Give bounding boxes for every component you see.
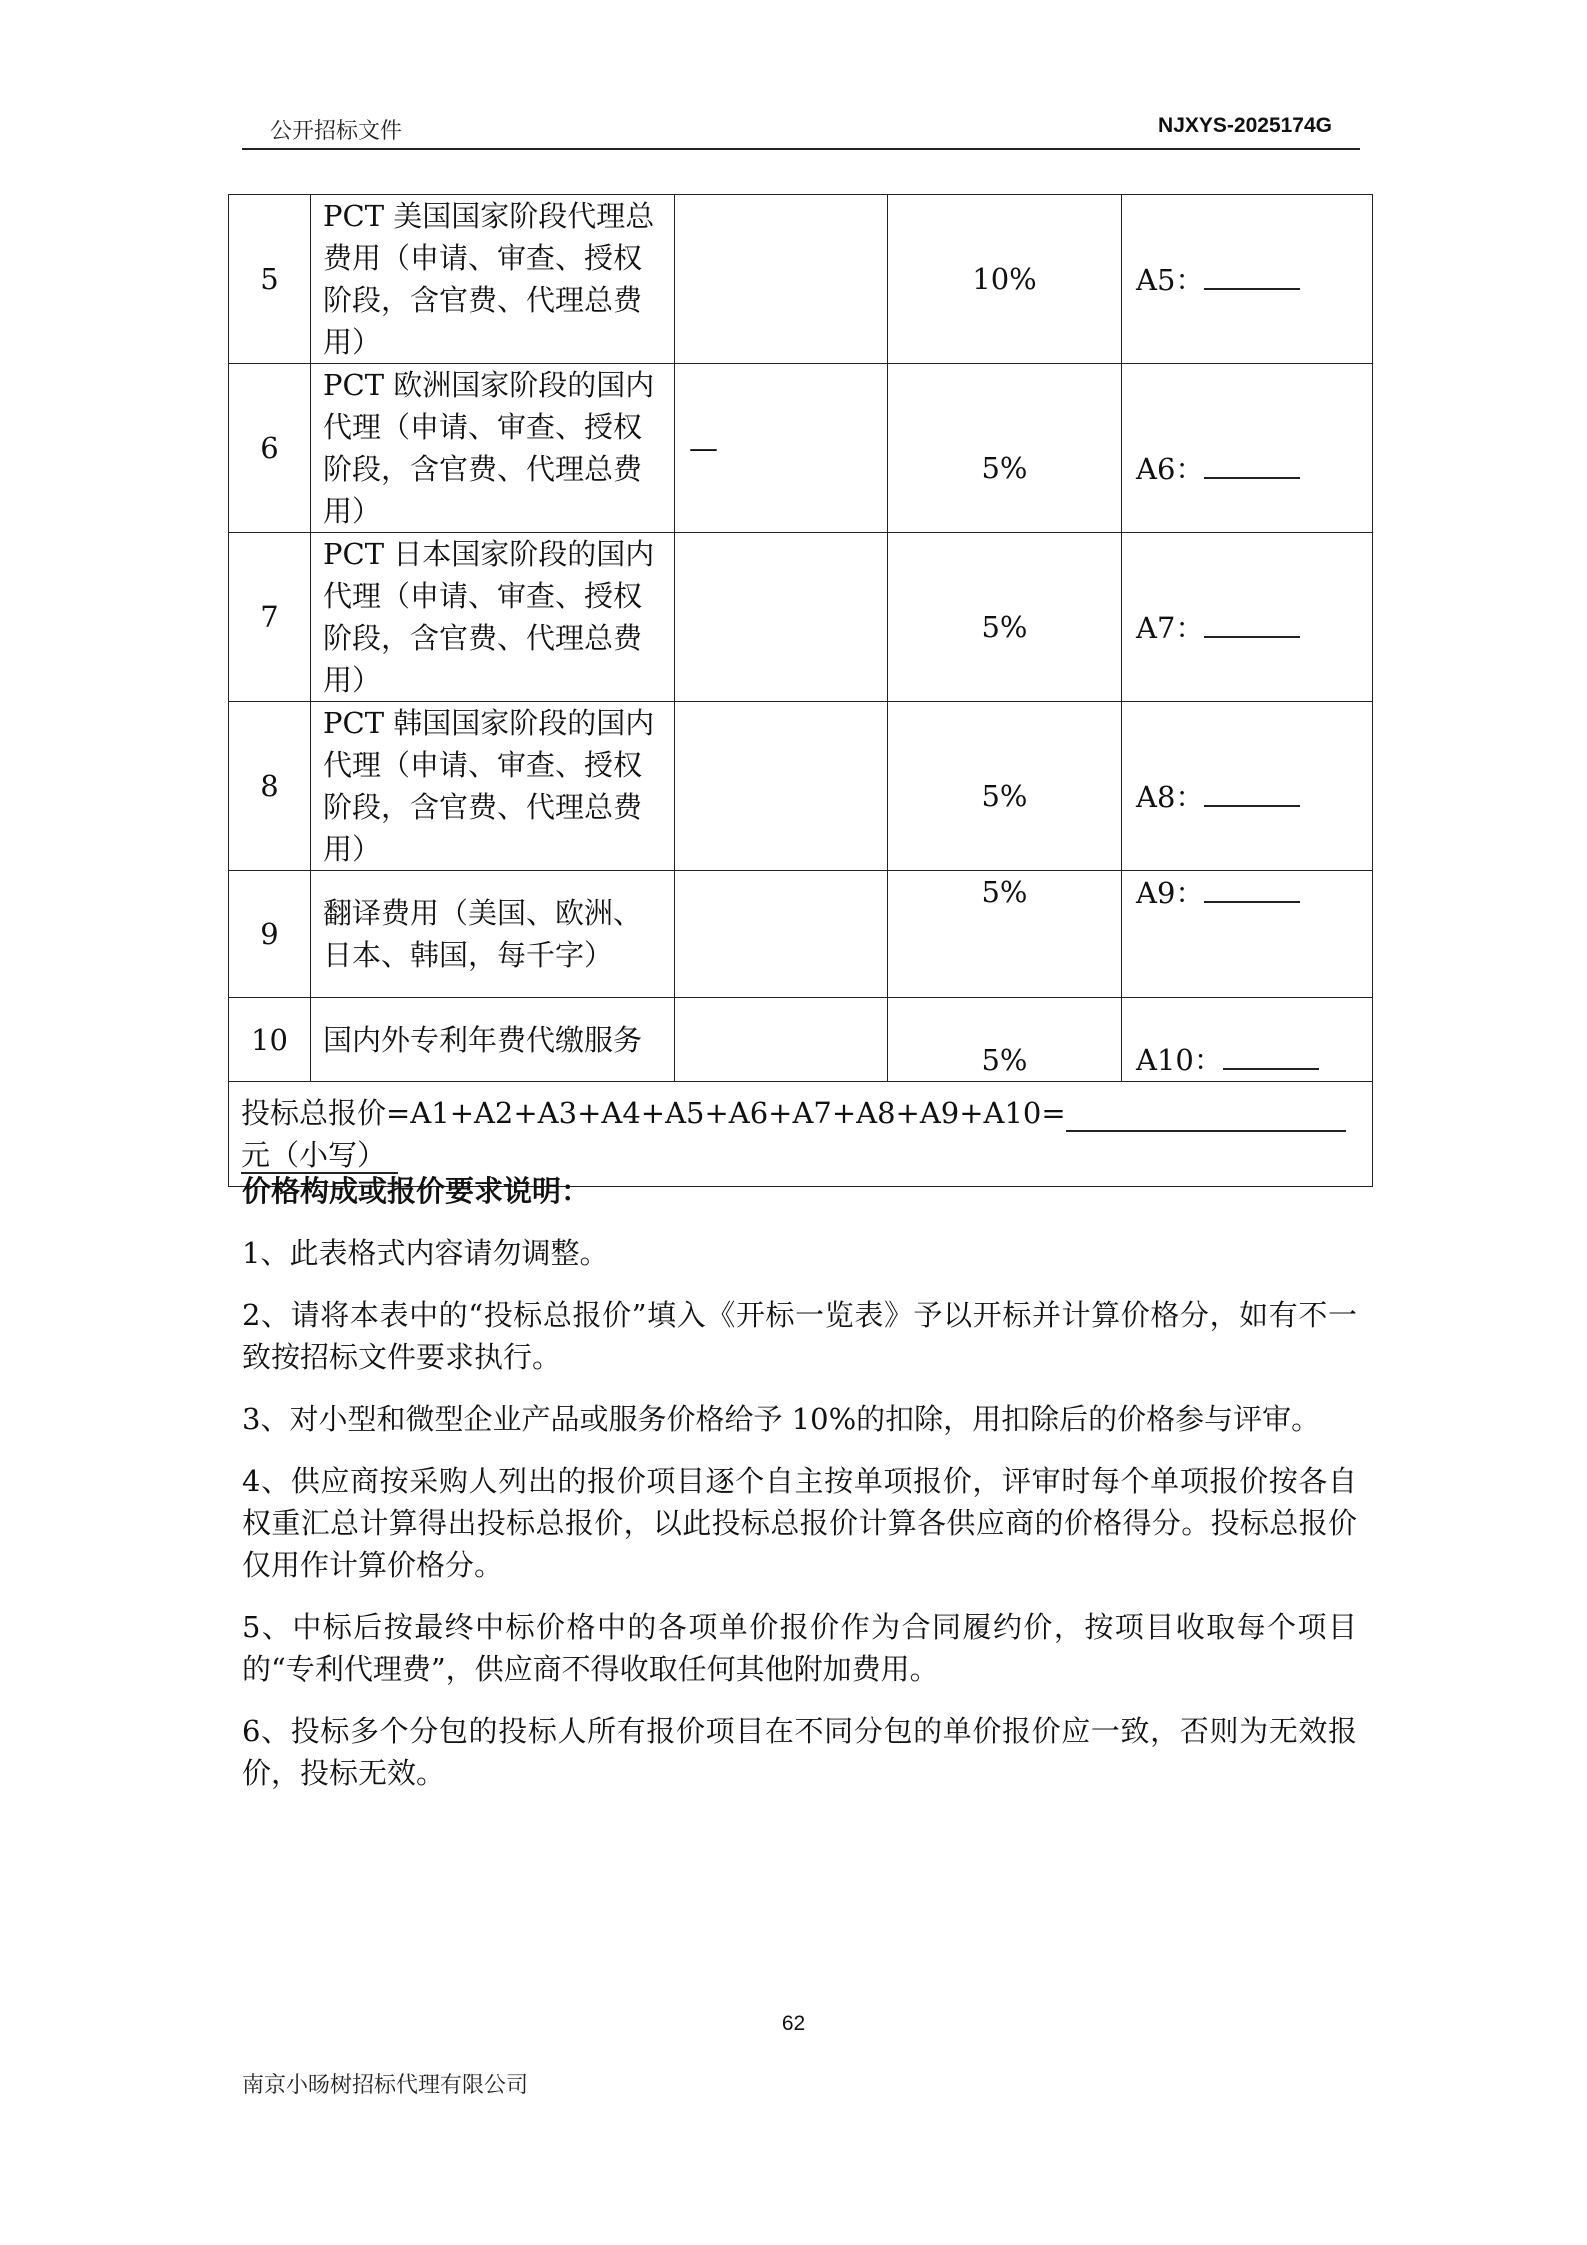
row-amount [1122,998,1373,1082]
amount-blank [1204,447,1300,479]
table-row [229,871,1373,998]
row-number: 8 [229,702,311,871]
total-label: 投标总报价=A1+A2+A3+A4+A5+A6+A7+A8+A9+A10= [241,1096,1066,1130]
note-item: 2、请将本表中的“投标总报价”填入《开标一览表》予以开标并计算价格分，如有不一致按招标文件要求执行。 [242,1298,1357,1374]
table-row [229,195,1373,364]
row-item-name: PCT 日本国家阶段的国内代理（申请、审查、授权阶段，含官费、代理总费用） [311,533,675,702]
row-number: 6 [229,364,311,533]
total-blank-space [1066,1093,1346,1123]
row-amount [1122,702,1373,871]
row-weight: 10% [888,195,1122,364]
row-amount [1122,195,1373,364]
total-unit: 元（小写） [241,1138,387,1172]
row-weight: 5% [888,998,1122,1082]
row-item-name: 翻译费用（美国、欧洲、日本、韩国，每千字） [311,871,675,998]
row-amount-label: A8： [1136,779,1205,814]
row-weight: 5% [888,702,1122,871]
row-item-name: PCT 美国国家阶段代理总费用（申请、审查、授权阶段，含官费、代理总费用） [311,195,675,364]
row-weight: 5% [888,533,1122,702]
row-unit-price: — [675,364,888,533]
row-unit-price [675,195,888,364]
amount-blank [1204,871,1300,903]
row-amount-label: A7： [1136,610,1205,645]
table-row [229,533,1373,702]
amount-blank [1204,606,1300,638]
row-amount-label: A5： [1136,262,1205,297]
row-unit-price [675,702,888,871]
quote-table [228,194,1373,1187]
note-item: 1、此表格式内容请勿调整。 [242,1236,609,1270]
row-number: 10 [229,998,311,1082]
table-row [229,702,1373,871]
header-doc-number: NJXYS-2025174G [1158,114,1332,137]
amount-blank [1204,258,1300,290]
notes-section [242,1170,1357,1794]
row-amount-label: A10： [1136,1043,1223,1077]
row-amount [1122,533,1373,702]
amount-blank [1223,1038,1319,1070]
table-row [229,364,1373,533]
row-unit-price [675,871,888,998]
row-number: 7 [229,533,311,702]
note-item: 5、中标后按最终中标价格中的各项单价报价作为合同履约价，按项目收取每个项目的“专利代理费”，供应商不得收取任何其他附加费用。 [242,1610,1357,1686]
row-item-name: PCT 韩国国家阶段的国内代理（申请、审查、授权阶段，含官费、代理总费用） [311,702,675,871]
row-amount-label: A9： [1136,876,1205,910]
row-weight: 5% [888,871,1122,998]
footer-company: 南京小旸树招标代理有限公司 [242,2073,529,2098]
row-amount-label: A6： [1136,451,1205,486]
notes-title: 价格构成或报价要求说明： [242,1174,591,1208]
row-amount [1122,871,1373,998]
row-item-name: 国内外专利年费代缴服务 [311,998,675,1082]
note-item: 6、投标多个分包的投标人所有报价项目在不同分包的单价报价应一致，否则为无效报价，投标无效。 [242,1714,1357,1790]
row-unit-price [675,533,888,702]
note-item: 3、对小型和微型企业产品或服务价格给予 10%的扣除，用扣除后的价格参与评审。 [242,1402,1321,1436]
row-unit-price [675,998,888,1082]
row-number: 5 [229,195,311,364]
page-number: 62 [781,2012,806,2035]
table-row [229,998,1373,1082]
note-item: 4、供应商按采购人列出的报价项目逐个自主按单项报价，评审时每个单项报价按各自权重汇总计算得出投标总报价，以此投标总报价计算各供应商的价格得分。投标总报价仅用作计算价格分。 [242,1464,1357,1582]
page-header [242,114,1360,150]
row-item-name: PCT 欧洲国家阶段的国内代理（申请、审查、授权阶段，含官费、代理总费用） [311,364,675,533]
row-amount [1122,364,1373,533]
amount-blank [1204,775,1300,807]
header-doc-type: 公开招标文件 [270,119,403,144]
row-number: 9 [229,871,311,998]
row-weight: 5% [888,364,1122,533]
